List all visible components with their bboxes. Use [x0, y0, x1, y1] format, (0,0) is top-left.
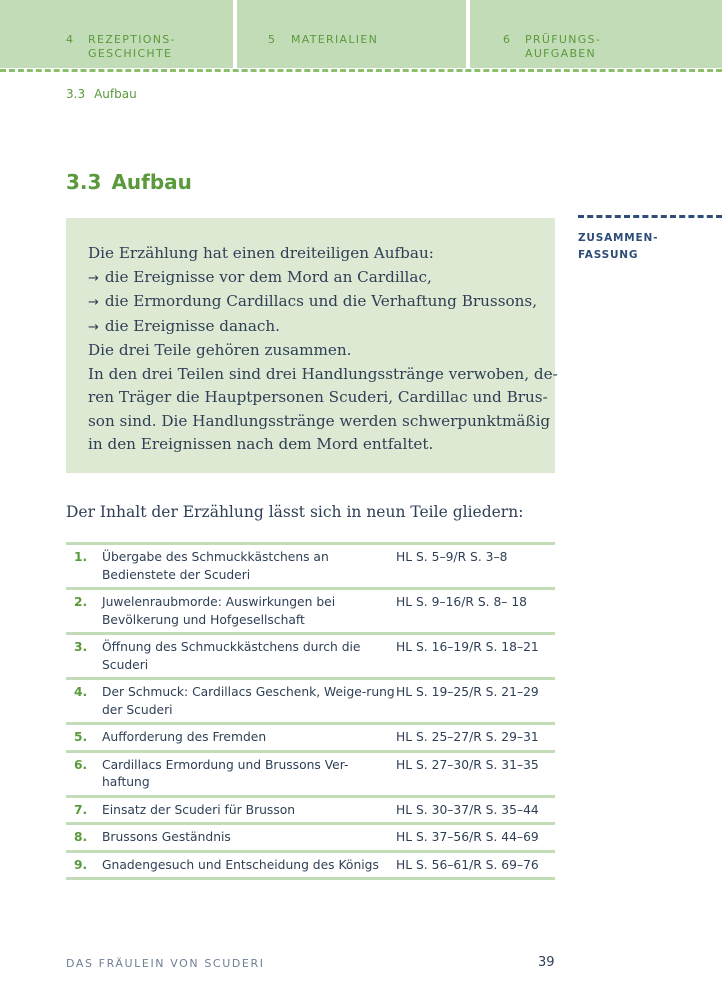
summary-line: ren Träger die Hauptpersonen Scuderi, Cardillac und Brus- [88, 388, 548, 406]
row-reference: HL S. 9–16/R S. 8– 18 [396, 595, 527, 609]
tab-materialien[interactable] [237, 0, 466, 68]
nav-divider [0, 69, 722, 72]
tab-label: REZEPTIONS- GESCHICHTE [88, 33, 176, 60]
row-description: Aufforderung des Fremden [102, 730, 267, 744]
summary-line: Die drei Teile gehören zusammen. [88, 341, 352, 359]
row-reference: HL S. 30–37/R S. 35–44 [396, 802, 539, 817]
row-number: 8. [74, 830, 88, 844]
table-row [66, 589, 555, 634]
arrow-right-icon: → [88, 319, 99, 335]
table-row [66, 724, 555, 752]
row-description: Brussons Geständnis [102, 830, 231, 844]
table-row [66, 824, 555, 852]
content-table [66, 542, 555, 880]
summary-bullet [88, 266, 538, 291]
tab-number: 6 [503, 33, 512, 46]
tab-number: 5 [268, 33, 277, 46]
table-row [66, 851, 555, 879]
row-reference: HL S. 27–30/R S. 31–35 [396, 757, 539, 772]
tab-rezeptionsgeschichte[interactable] [0, 0, 233, 68]
section-heading: Aufbau [111, 170, 192, 194]
row-reference: HL S. 19–25/R S. 21–29 [396, 685, 539, 699]
tab-label: MATERIALIEN [291, 33, 379, 46]
breadcrumb-number: 3.3 [66, 87, 86, 101]
row-reference: HL S. 56–61/R S. 69–76 [396, 857, 539, 872]
row-number: 5. [74, 730, 88, 744]
row-description: Einsatz der Scuderi für Brusson [102, 802, 296, 817]
chapter-navigation [0, 0, 722, 68]
summary-line: Die Erzählung hat einen dreiteiligen Aufbau: [88, 244, 434, 262]
row-number: 6. [74, 757, 88, 772]
summary-text [88, 242, 558, 457]
table-row [66, 634, 555, 679]
arrow-right-icon: → [88, 270, 99, 286]
row-reference: HL S. 37–56/R S. 44–69 [396, 830, 539, 844]
tab-pruefungsaufgaben[interactable] [470, 0, 722, 68]
breadcrumb-label: Aufbau [94, 87, 137, 101]
row-reference: HL S. 25–27/R S. 29–31 [396, 730, 539, 744]
margin-label: ZUSAMMEN- FASSUNG [578, 232, 659, 261]
table-row [66, 796, 555, 824]
row-number: 9. [74, 857, 88, 872]
page-number: 39 [538, 955, 555, 970]
row-description: Juwelenraubmorde: Auswirkungen bei Bevölkerung und Hofgesellschaft [102, 595, 336, 627]
row-reference: HL S. 16–19/R S. 18–21 [396, 640, 539, 654]
row-description: Öffnung des Schmuckkästchens durch die Scuderi [102, 640, 361, 672]
summary-bullet-text: die Ereignisse vor dem Mord an Cardillac, [104, 267, 432, 286]
table-row [66, 751, 555, 796]
summary-bullet [88, 315, 538, 340]
summary-bullet-text: die Ereignisse danach. [104, 316, 280, 335]
arrow-right-icon: → [88, 295, 99, 310]
row-description: Gnadengesuch und Entscheidung des Königs [102, 857, 379, 872]
margin-divider [578, 215, 722, 218]
row-description: Der Schmuck: Cardillacs Geschenk, Weige-rung der Scuderi [102, 685, 395, 717]
table-row [66, 544, 555, 589]
intro-text: Der Inhalt der Erzählung lässt sich in neun Teile gliedern: [66, 503, 524, 521]
row-number: 4. [74, 685, 88, 699]
table-row [66, 679, 555, 724]
row-description: Cardillacs Ermordung und Brussons Ver-haftung [102, 757, 349, 789]
footer-book-title: DAS FRÄULEIN VON SCUDERI [66, 957, 265, 970]
summary-line: In den drei Teilen sind drei Handlungsstränge verwoben, de- [88, 364, 558, 383]
breadcrumb [66, 87, 146, 101]
summary-box [66, 218, 558, 473]
row-description: Übergabe des Schmuckkästchens an Bedienstete der Scuderi [102, 550, 329, 582]
section-number: 3.3 [66, 170, 102, 194]
summary-line: son sind. Die Handlungsstränge werden schwerpunktmäßig [88, 411, 551, 430]
summary-line: in den Ereignissen nach dem Mord entfaltet. [88, 435, 434, 453]
summary-bullet [88, 290, 538, 315]
tab-number: 4 [66, 33, 75, 46]
summary-bullet-text: die Ermordung Cardillacs und die Verhaftung Brussons, [104, 292, 538, 310]
row-number: 1. [74, 550, 88, 564]
row-number: 7. [74, 802, 88, 817]
row-number: 2. [74, 595, 88, 609]
row-number: 3. [74, 640, 88, 654]
row-reference: HL S. 5–9/R S. 3–8 [396, 550, 508, 564]
section-title [66, 170, 202, 194]
tab-label: PRÜFUNGS- AUFGABEN [525, 33, 602, 60]
